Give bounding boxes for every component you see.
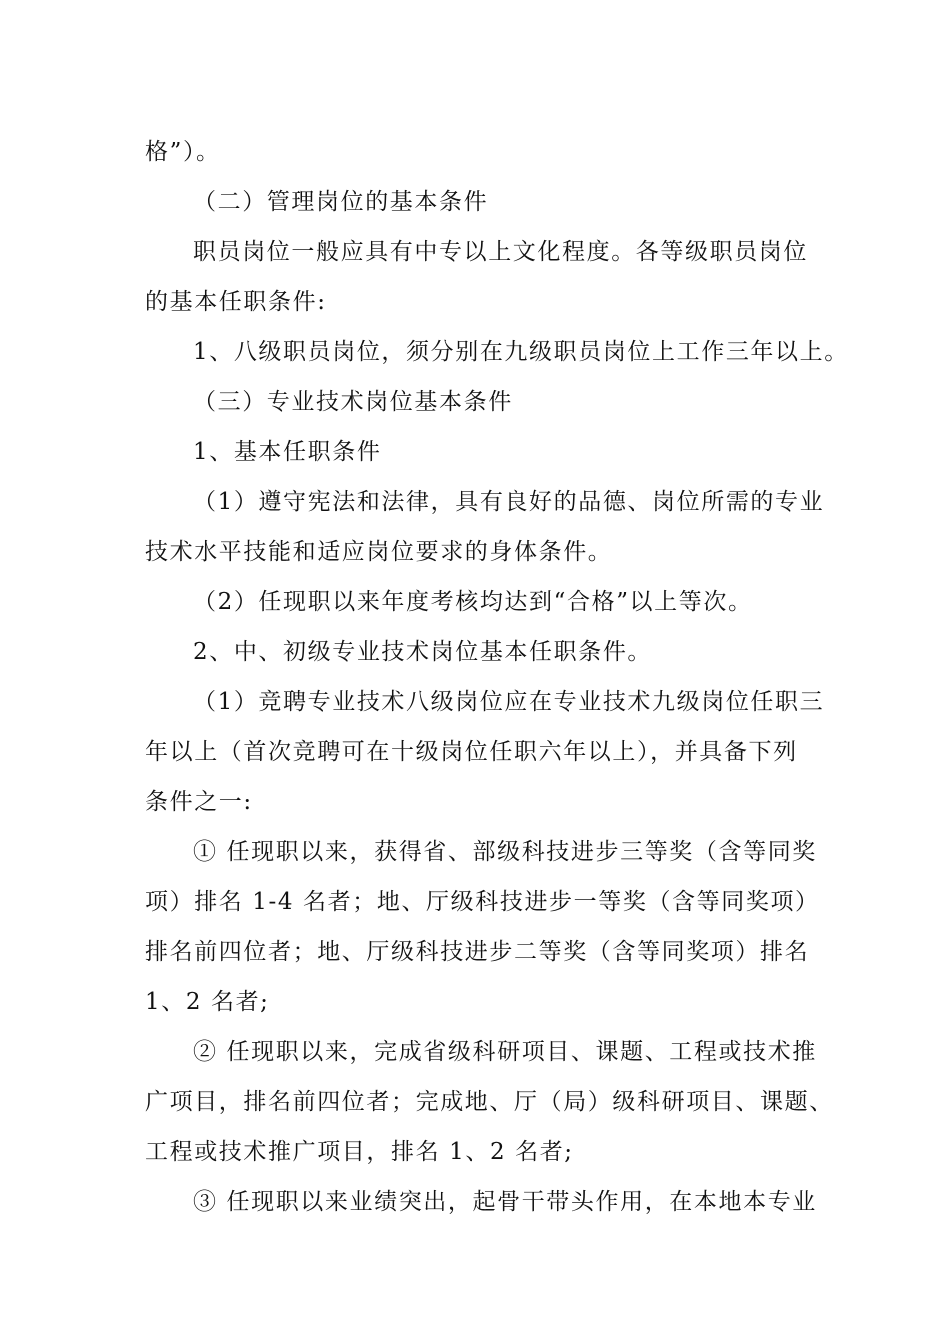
numbered-condition-line: ③ 任现职以来业绩突出，起骨干带头作用，在本地本专业: [193, 1189, 817, 1215]
list-item-line: 1、八级职员岗位，须分别在九级职员岗位上工作三年以上。: [193, 339, 849, 365]
paragraph-line: 的基本任职条件:: [145, 289, 327, 315]
section-heading-management-posts: （二）管理岗位的基本条件: [193, 189, 489, 215]
list-item-continuation-line: 技术水平技能和适应岗位要求的身体条件。: [145, 539, 613, 565]
numbered-condition-continuation-line: 工程或技术推广项目，排名 1、2 名者;: [145, 1139, 574, 1165]
numbered-condition-continuation-line: 项）排名 1-4 名者；地、厅级科技进步一等奖（含等同奖项）: [145, 889, 820, 915]
numbered-condition-line: ② 任现职以来，完成省级科研项目、课题、工程或技术推: [193, 1039, 817, 1065]
list-item-line: （1）遵守宪法和法律，具有良好的品德、岗位所需的专业: [193, 489, 825, 515]
numbered-condition-continuation-line: 广项目，排名前四位者；完成地、厅（局）级科研项目、课题、: [145, 1089, 834, 1115]
subsection-heading: 1、基本任职条件: [193, 439, 382, 465]
section-heading-technical-posts: （三）专业技术岗位基本条件: [193, 389, 513, 415]
list-item-continuation-line: 条件之一:: [145, 789, 253, 815]
subsection-heading: 2、中、初级专业技术岗位基本任职条件。: [193, 639, 653, 665]
numbered-condition-line: ① 任现职以来，获得省、部级科技进步三等奖（含等同奖: [193, 839, 817, 865]
list-item-continuation-line: 年以上（首次竞聘可在十级岗位任职六年以上），并具备下列: [145, 739, 798, 765]
paragraph-line: 职员岗位一般应具有中专以上文化程度。各等级职员岗位: [193, 239, 808, 265]
numbered-condition-continuation-line: 排名前四位者；地、厅级科技进步二等奖（含等同奖项）排名: [145, 939, 810, 965]
numbered-condition-continuation-line: 1、2 名者;: [145, 989, 270, 1015]
paragraph-continuation-line: 格”）。: [145, 139, 221, 165]
list-item-line: （2）任现职以来年度考核均达到“合格”以上等次。: [193, 589, 753, 615]
list-item-line: （1）竞聘专业技术八级岗位应在专业技术九级岗位任职三: [193, 689, 825, 715]
